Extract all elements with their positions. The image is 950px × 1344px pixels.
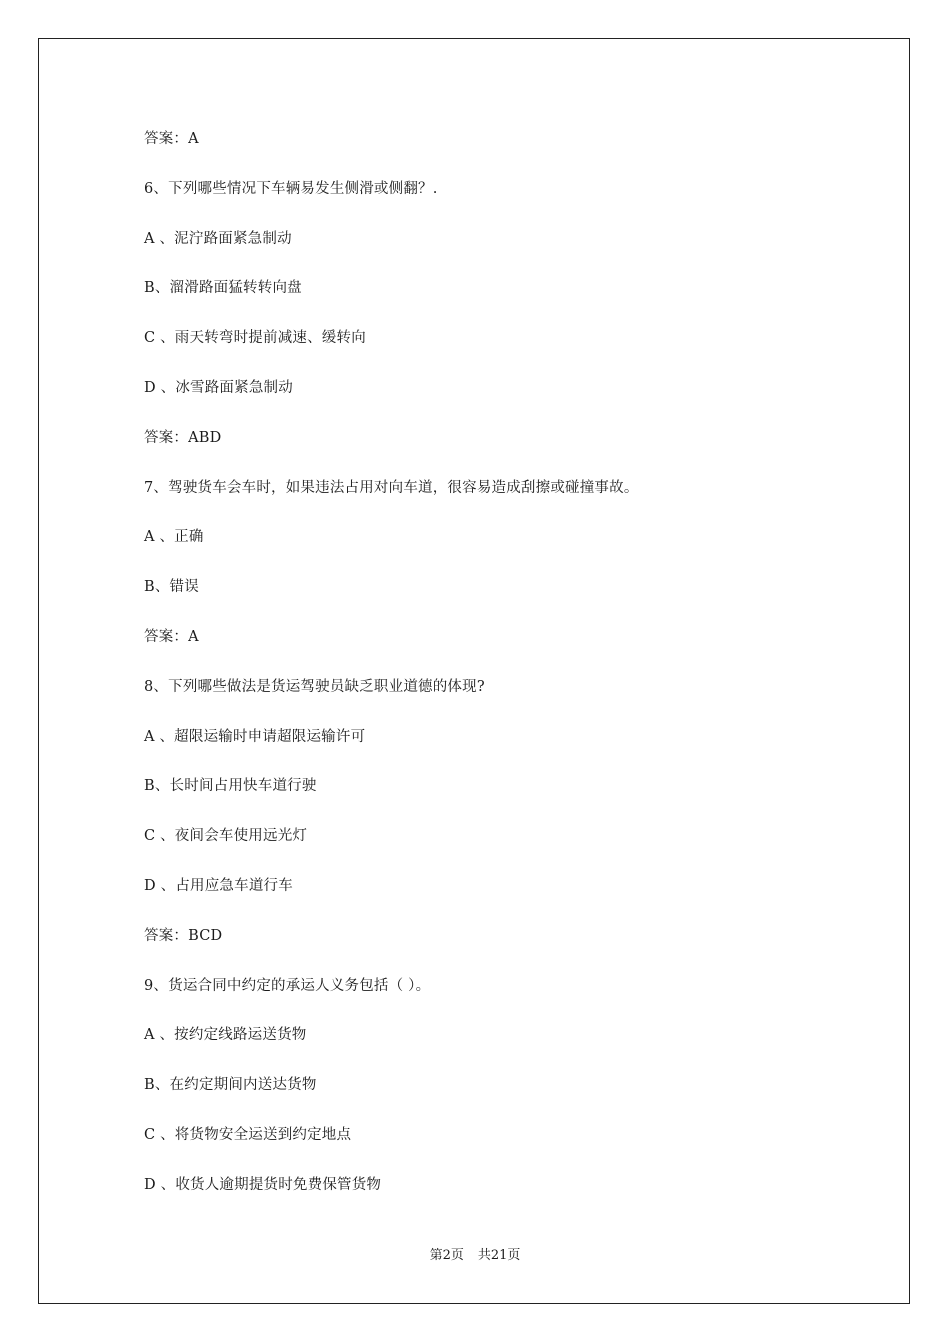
page-footer	[0, 1246, 950, 1266]
answer-line: 答案：BCD	[144, 927, 223, 944]
answer-line: 答案：A	[144, 131, 199, 147]
question-6: 6、下列哪些情况下车辆易发生侧滑或侧翻？.	[144, 180, 438, 197]
option-line: C 、夜间会车使用远光灯	[144, 828, 308, 845]
answer-line: 答案：ABD	[144, 429, 222, 446]
option-line: B、溜滑路面猛转转向盘	[144, 280, 302, 297]
page-total: 共21页	[477, 1248, 521, 1263]
question-7: 7、驾驶货车会车时，如果违法占用对向车道，很容易造成刮擦或碰撞事故。	[144, 479, 639, 496]
question-8: 8、下列哪些做法是货运驾驶员缺乏职业道德的体现?	[144, 678, 485, 695]
option-line: B、在约定期间内送达货物	[144, 1077, 317, 1094]
option-line: B、长时间占用快车道行驶	[144, 778, 317, 795]
page-number: 第2页	[429, 1248, 464, 1263]
option-line: A 、按约定线路运送货物	[144, 1027, 307, 1044]
option-line: C 、雨天转弯时提前减速、缓转向	[144, 330, 366, 347]
document-body	[144, 125, 844, 1221]
option-line: A 、泥泞路面紧急制动	[144, 230, 292, 247]
answer-line: 答案：A	[144, 628, 199, 645]
option-line: D 、收货人逾期提货时免费保管货物	[144, 1176, 382, 1193]
option-line: A 、超限运输时申请超限运输许可	[144, 728, 366, 745]
option-line: D 、冰雪路面紧急制动	[144, 379, 293, 396]
option-line: A 、正确	[144, 529, 204, 546]
question-9: 9、货运合同中约定的承运人义务包括（ ）。	[144, 977, 431, 994]
option-line: C 、将货物安全运送到约定地点	[144, 1126, 352, 1143]
option-line: B、错误	[144, 579, 199, 596]
option-line: D 、占用应急车道行车	[144, 877, 293, 894]
